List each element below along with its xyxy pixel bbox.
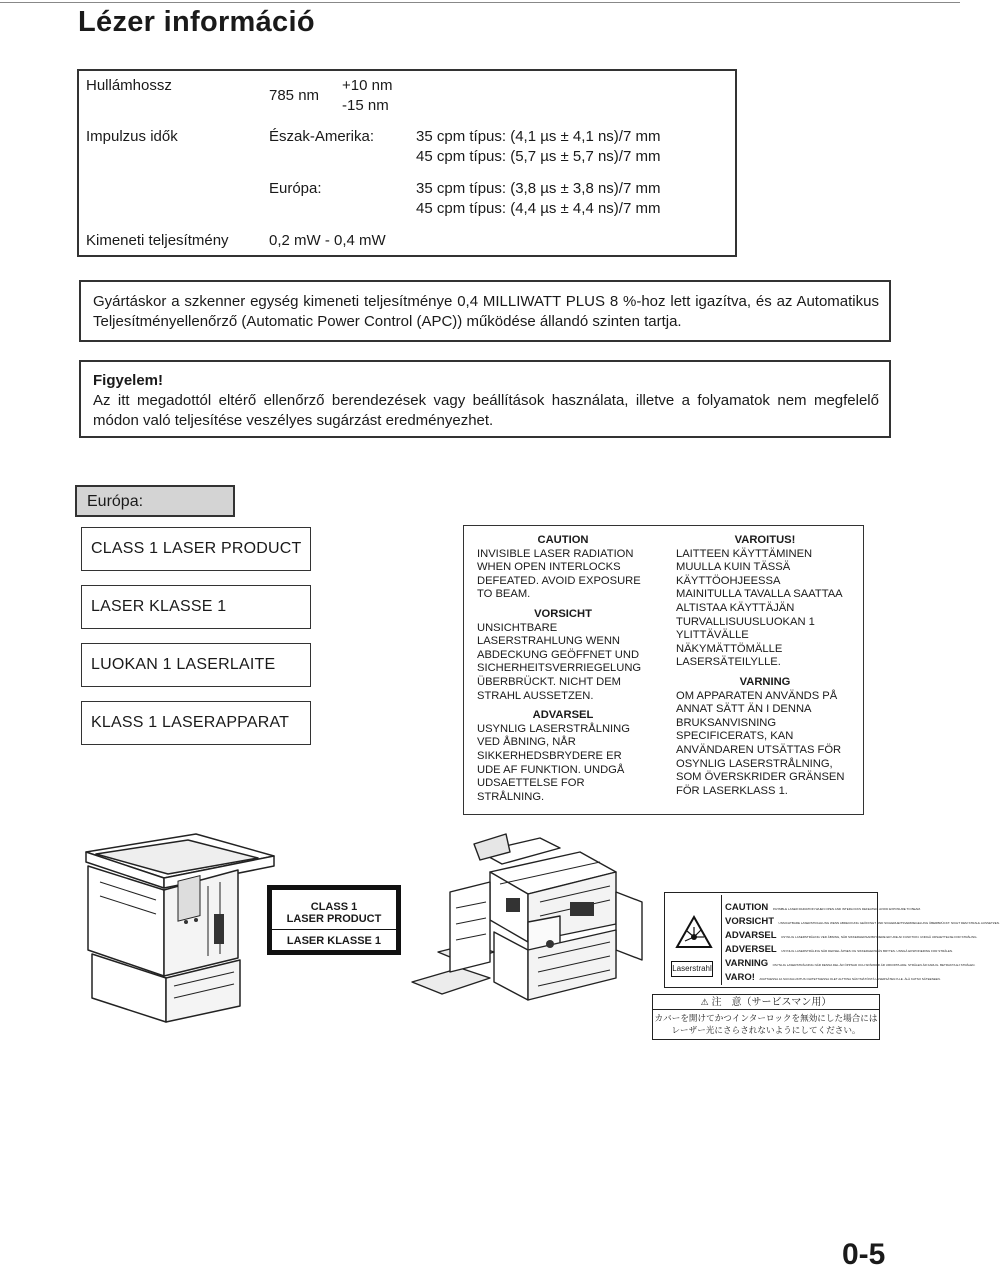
copier-rear-illustration (78, 826, 278, 1026)
warning-heading: Figyelem! (93, 372, 164, 389)
jp-caution-header (653, 995, 879, 1010)
caution-line: TURVALLISUUSLUOKAN 1 (676, 615, 815, 628)
caution-head-da: ADVARSEL (532, 709, 594, 722)
warning-triangle-icon: ⚠ (700, 997, 709, 1007)
sticker-row (725, 897, 921, 913)
caution-column-right (676, 534, 854, 798)
sticker-row-text: INVISIBLE LASER RADIATION WHEN OPEN AND INTERLOCKS DEFEATED. AVOID EXPOSURE TO BEAM. (772, 907, 921, 911)
sticker-row-text: UNSICHTBARE LASERSTRAHLUNG WENN ABDECKUNG GEÖFFNET UND SICHERHEITSVERRIEGELUNG ÜBERBRÜCKT. NICHT DEM STRAHL AUSSETZEN. (778, 921, 1000, 925)
caution-line: LASERSTRAHLUNG WENN (477, 635, 620, 648)
warning-text: Az itt megadottól eltérő ellenőrző berendezések vagy beállítások használata, illetve a folyamatok nem megfelelő módon való teljesítése veszélyes sugárzást eredményezhet. (93, 392, 879, 429)
caution-line: SPECIFICERATS, KAN (676, 730, 794, 743)
jp-caution-title: 注 意（サービスマン用） (711, 997, 832, 1008)
caution-line: NÄKYMÄTTÖMÄLLE (676, 642, 783, 655)
adjustment-note-text: Gyártáskor a szkenner egység kimeneti teljesítménye 0,4 MILLIWATT PLUS 8 %-hoz lett igazítva, és az Automatikus Teljesítményellenőrző (Automatic Power Control (APC)) működése állandó szinten tartja. (93, 293, 879, 330)
caution-line: SOM ÖVERSKRIDER GRÄNSEN (676, 771, 845, 784)
class1-mini-label (267, 885, 401, 955)
page-number: 0-5 (842, 1238, 886, 1271)
jp-caution-sticker (652, 994, 880, 1040)
caution-line: OSYNLIG LASERSTRÅLNING, (676, 757, 833, 770)
sticker-row (725, 925, 978, 941)
pulse-eu-region: Európa: (269, 180, 322, 197)
pulse-na-line-1: 35 cpm típus: (4,1 µs ± 4,1 ns)/7 mm (416, 128, 661, 145)
europe-tag: Európa: (75, 485, 235, 517)
caution-line: USYNLIG LASERSTRÅLNING (477, 722, 630, 735)
caution-line: WHEN OPEN INTERLOCKS (477, 561, 621, 574)
caution-line: LASERSÄTEILYLLE. (676, 656, 781, 669)
sticker-row-head: VORSICHT (725, 916, 775, 927)
jp-caution-line-1: カバーを開けてかつインターロックを無効にした場合には (654, 1013, 878, 1023)
output-power-label: Kimeneti teljesítmény (86, 232, 229, 249)
caution-line: SICHERHEITSVERRIEGELUNG (477, 662, 642, 675)
sticker-row-head: VARNING (725, 958, 769, 969)
output-power-value: 0,2 mW - 0,4 mW (269, 232, 386, 249)
wavelength-label: Hullámhossz (86, 77, 172, 94)
caution-line: ALTISTAA KÄYTTÄJÄN (676, 601, 795, 614)
caution-line: UNSICHTBARE (477, 621, 558, 634)
class-label-fi: LUOKAN 1 LASERLAITE (81, 643, 311, 687)
adjustment-note-box (79, 280, 891, 342)
sticker-row (725, 911, 1000, 927)
pulse-eu-line-1: 35 cpm típus: (3,8 µs ± 3,8 ns)/7 mm (416, 180, 661, 197)
wavelength-tolerance-minus: -15 nm (342, 97, 389, 114)
caution-line: ABDECKUNG GEÖFFNET UND (477, 648, 640, 661)
mini-label-line-3: LASER KLASSE 1 (286, 935, 382, 947)
sticker-row (725, 953, 976, 969)
sticker-row-text: USYNLIG LASERSTRÅLING VED ÅBNING, NÅR SIKKERHEDSAFBRYDERE ER UDE AF FUNKTION. UNDGÅ UDSAETTELSE FOR STRÅLING. (781, 935, 978, 939)
caution-line: ANNAT SÄTT ÄN I DENNA (676, 703, 812, 716)
sticker-row-head: ADVARSEL (725, 930, 777, 941)
sticker-row (725, 939, 953, 955)
class-label-sv: KLASS 1 LASERAPPARAT (81, 701, 311, 745)
caution-line: ANVÄNDAREN UTSÄTTAS FÖR (676, 743, 842, 756)
warning-sticker-rows (721, 895, 1000, 985)
caution-column-left (477, 534, 649, 804)
class-label-de: LASER KLASSE 1 (81, 585, 311, 629)
warning-box (79, 360, 891, 438)
caution-head-de: VORSICHT (534, 607, 592, 620)
caution-head-sv: VARNING (739, 675, 791, 688)
wavelength-tolerance-plus: +10 nm (342, 77, 393, 94)
caution-line: STRAHL AUSSETZEN. (477, 689, 594, 702)
sticker-row-head: ADVERSEL (725, 944, 777, 955)
laserstrahl-label: Laserstrahl (671, 961, 713, 977)
page-title: Lézer információ (78, 6, 315, 38)
laser-warning-sticker (664, 892, 1000, 988)
laser-spec-box (77, 69, 737, 257)
caution-line: UDSAETTELSE FOR (477, 777, 585, 790)
sticker-row (725, 967, 941, 983)
caution-head-en: CAUTION (537, 534, 589, 546)
caution-line: FÖR LASERKLASS 1. (676, 784, 788, 797)
sticker-row-head: VARO! (725, 972, 755, 983)
caution-line: UDE AF FUNKTION. UNDGÅ (477, 763, 625, 776)
laser-warning-icon (675, 915, 713, 949)
caution-label-box (463, 525, 864, 815)
caution-line: DEFEATED. AVOID EXPOSURE (477, 574, 641, 587)
caution-line: BRUKSANVISNING (676, 716, 777, 729)
caution-line: INVISIBLE LASER RADIATION (477, 547, 634, 560)
caution-head-fi: VAROITUS! (734, 534, 796, 546)
mini-label-line-1: CLASS 1 (310, 901, 358, 913)
sticker-row-text: OSYNLIG LASERSTRÅLNING NÄR DENNA DEL ÄR ÖPPNAD OCH SPÄRRAR ÄR URKOPPLADE. STRÅLEN ÄR FARLIG. BETRAKTA EJ STRÅLEN. (772, 963, 976, 967)
caution-line: LAITTEEN KÄYTTÄMINEN (676, 547, 813, 560)
caution-line: OM APPARATEN ANVÄNDS PÅ (676, 689, 838, 702)
caution-line: SIKKERHEDSBRYDERE ER (477, 749, 622, 762)
caution-line: TO BEAM. (477, 588, 531, 601)
mini-label-line-2: LASER PRODUCT (286, 913, 382, 925)
jp-caution-line-2: レーザー光にさらされないようにしてください。 (671, 1025, 861, 1035)
caution-line: ÜBERBRÜCKT. NICHT DEM (477, 675, 621, 688)
caution-line: MUULLA KUIN TÄSSÄ (676, 561, 791, 574)
pulse-times-label: Impulzus idők (86, 128, 178, 145)
caution-line: YLITTÄVÄLLE (676, 629, 749, 642)
caution-line: VED ÅBNING, NÅR (477, 736, 576, 749)
pulse-eu-line-2: 45 cpm típus: (4,4 µs ± 4,4 ns)/7 mm (416, 200, 661, 217)
wavelength-value: 785 nm (269, 87, 320, 104)
pulse-na-line-2: 45 cpm típus: (5,7 µs ± 5,7 ns)/7 mm (416, 148, 661, 165)
sticker-row-text: AVATTAESSA JA SUOJALUKITUS OHITETTAESSA OLET ALTTIINA NÄKYMÄTÖNTÄ LASERSÄTEILYLLE. ÄLÄ KATSO SÄTEESEEN. (759, 977, 941, 981)
class-label-en: CLASS 1 LASER PRODUCT (81, 527, 311, 571)
top-rule (0, 2, 960, 3)
caution-line: KÄYTTÖOHJEESSA (676, 574, 781, 587)
copier-open-illustration (410, 832, 646, 1008)
sticker-row-head: CAUTION (725, 902, 769, 913)
pulse-na-region: Észak-Amerika: (269, 128, 375, 145)
caution-line: MAINITULLA TAVALLA SAATTAA (676, 588, 843, 601)
sticker-row-text: USYNLIG LASERSTRÅLING NÅR DEKSEL ÅPNES OG SIKKERHEDSLÅS BRYTES. UNNGÅ EKSPONERING FOR STRÅLEN. (781, 949, 953, 953)
caution-line: STRÅLNING. (477, 790, 545, 803)
